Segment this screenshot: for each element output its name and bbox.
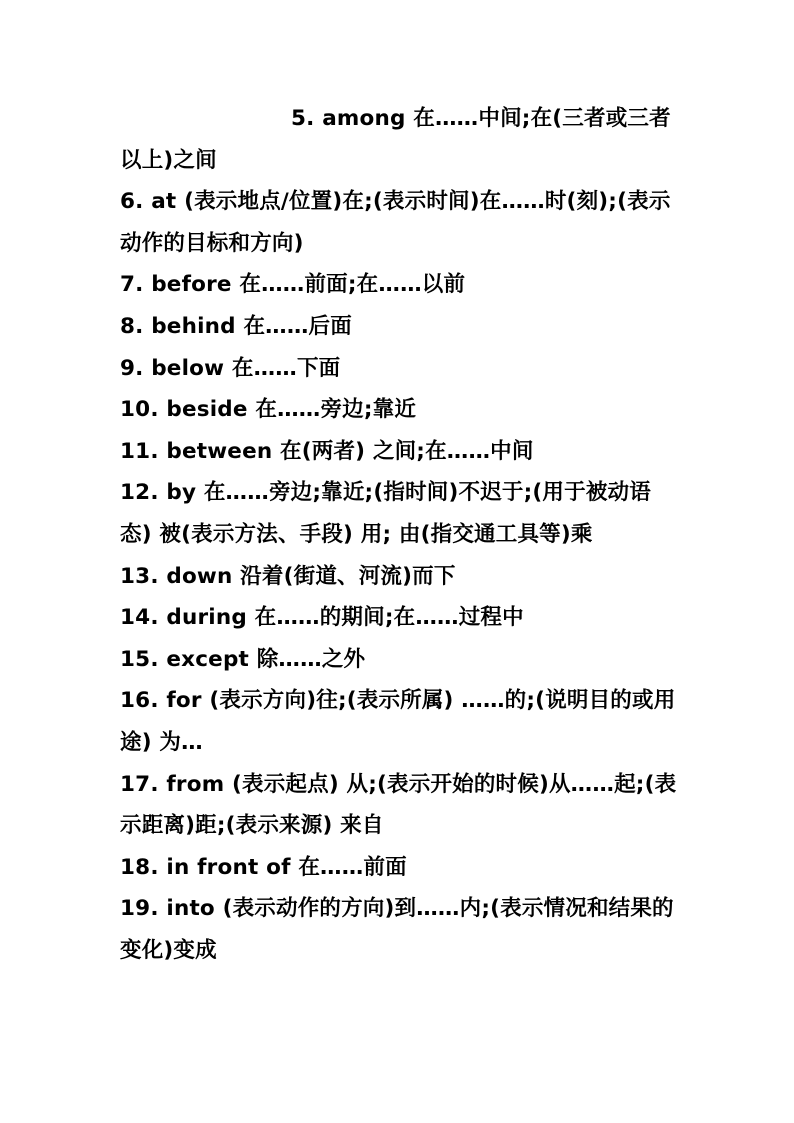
- entry-before: 7. before 在……前面;在……以前: [120, 272, 466, 298]
- entry-down: 13. down 沿着(街道、河流)而下: [120, 563, 456, 589]
- entry-at: 6. at (表示地点/位置)在;(表示时间)在……时(刻);(表示动作的目标和方向): [120, 189, 671, 256]
- entry-into: 19. into (表示动作的方向)到……内;(表示情况和结果的变化)变成: [120, 896, 674, 963]
- entry-during: 14. during 在……的期间;在……过程中: [120, 605, 524, 631]
- entry-by: 12. by 在……旁边;靠近;(指时间)不迟于;(用于被动语态) 被(表示方法、手段) 用; 由(指交通工具等)乘: [120, 480, 651, 547]
- entry-for: 16. for (表示方向)往;(表示所属) ……的;(说明目的或用途) 为…: [120, 688, 676, 755]
- entry-among: 5. among 在……中间;在(三者或三者以上)之间: [120, 106, 671, 173]
- entry-behind: 8. behind 在……后面: [120, 313, 352, 339]
- entry-below: 9. below 在……下面: [120, 355, 341, 381]
- entry-in-front-of: 18. in front of 在……前面: [120, 854, 407, 880]
- entry-except: 15. except 除……之外: [120, 646, 366, 672]
- entry-between: 11. between 在(两者) 之间;在……中间: [120, 438, 534, 464]
- preposition-list: [120, 98, 680, 971]
- entry-beside: 10. beside 在……旁边;靠近: [120, 397, 417, 423]
- entry-from: 17. from (表示起点) 从;(表示开始的时候)从……起;(表示距离)距;(表示来源) 来自: [120, 771, 677, 839]
